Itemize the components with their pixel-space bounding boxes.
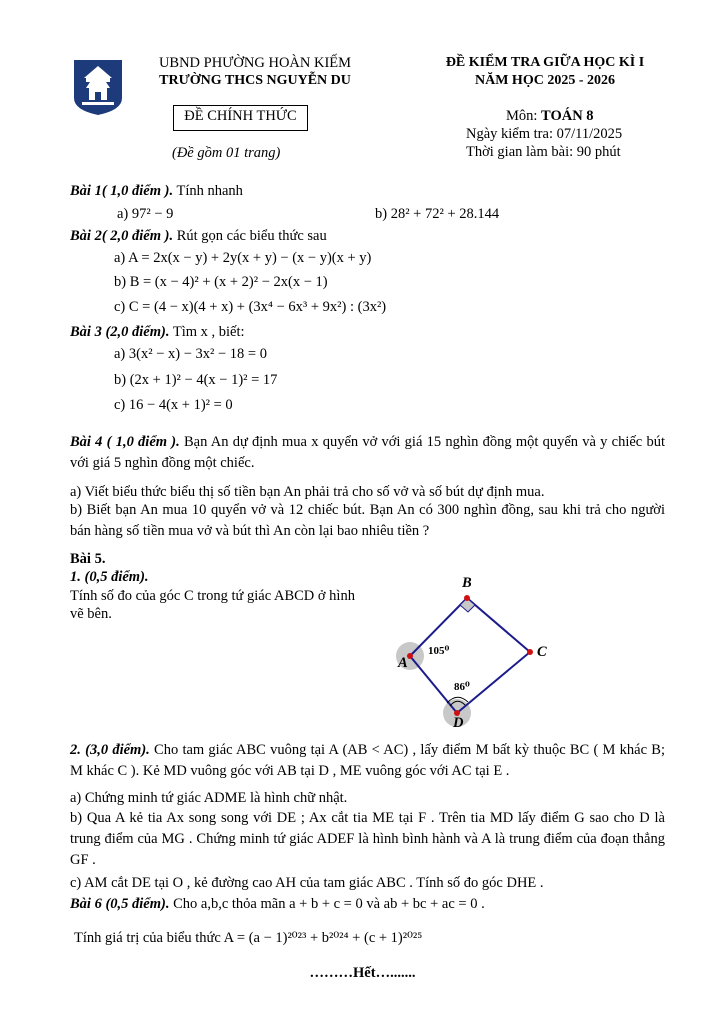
bai4-title: Bài 4 ( 1,0 điểm ). (70, 434, 180, 450)
angle-a-label: 105⁰ (428, 645, 450, 657)
bai1-b: b) 28² + 72² + 28.144 (375, 206, 500, 222)
school-name: TRƯỜNG THCS NGUYỄN DU (159, 73, 351, 88)
bai2-a: a) A = 2x(x − y) + 2y(x + y) − (x − y)(x + y) (114, 250, 372, 266)
quadrilateral-figure (380, 570, 560, 735)
end-marker: ………Hết…....... (309, 965, 416, 981)
label-b: B (462, 575, 472, 591)
school-year: NĂM HỌC 2025 - 2026 (475, 73, 615, 88)
bai6-intro (70, 894, 665, 915)
bai3-heading (70, 324, 245, 341)
bai1-heading (70, 183, 243, 200)
label-c: C (537, 644, 547, 660)
pages-note: (Đề gồm 01 trang) (172, 145, 281, 161)
bai2-c: c) C = (4 − x)(4 + x) + (3x⁴ − 6x³ + 9x²) : (3x²) (114, 299, 387, 315)
bai1-instruction: Tính nhanh (173, 183, 243, 199)
bai2-title: Bài 2( 2,0 điểm ). (70, 228, 174, 244)
bai2-heading (70, 228, 327, 245)
bai1-a: a) 97² − 9 (117, 206, 174, 222)
bai6-text: Cho a,b,c thỏa mãn a + b + c = 0 và ab + bc + ac = 0 . (169, 896, 485, 912)
bai1-title: Bài 1( 1,0 điểm ). (70, 183, 174, 199)
bai4-text: Bạn An dự định mua x quyển vở với giá 15 nghìn đồng một quyển và y chiếc bút với giá 5 nghìn đồng một chiếc. (70, 434, 665, 471)
school-logo (72, 58, 124, 116)
bai3-instruction: Tìm x , biết: (169, 324, 245, 340)
bai2-instruction: Rút gọn các biểu thức sau (173, 228, 327, 244)
exam-duration: Thời gian làm bài: 90 phút (466, 144, 621, 160)
authority-name: UBND PHƯỜNG HOÀN KIẾM (158, 55, 352, 71)
official-label: ĐỀ CHÍNH THỨC (184, 108, 297, 124)
label-d: D (453, 715, 464, 731)
label-a: A (398, 655, 408, 671)
bai2-b: b) B = (x − 4)² + (x + 2)² − 2x(x − 1) (114, 274, 328, 290)
bai5-part2-a: a) Chứng minh tứ giác ADME là hình chữ nhật. (70, 790, 348, 806)
bai5-title: Bài 5. (70, 551, 106, 567)
exam-title: ĐỀ KIỂM TRA GIỮA HỌC KÌ I (445, 55, 645, 70)
angle-d-label: 86⁰ (454, 681, 470, 693)
bai3-b: b) (2x + 1)² − 4(x − 1)² = 17 (114, 372, 278, 388)
point-b (464, 595, 470, 601)
bai4-b: b) Biết bạn An mua 10 quyển vở và 12 chiếc bút. Bạn An có 300 nghìn đồng, sau khi trả cho người bán hàng số tiền mua vở và bút thì An còn lại bao nhiêu tiền ? (70, 502, 665, 539)
bai5-part1-text: Tính số đo của góc C trong tứ giác ABCD ở hình vẽ bên. (70, 588, 355, 622)
subject: TOÁN 8 (541, 108, 594, 124)
bai4-a: a) Viết biểu thức biểu thị số tiền bạn An phải trả cho số vở và số bút dự định mua. (70, 484, 545, 500)
bai5-part2-intro (70, 740, 665, 782)
bai5-part2-b: b) Qua A kẻ tia Ax song song với DE ; Ax cắt tia ME tại F . Trên tia MD lấy điểm G sao cho D là trung điểm của MG . Chứng minh tứ giác ADEF là hình bình hành và A là trung điểm của đoạn thẳng GF . (70, 810, 665, 868)
bai5-part2-text: Cho tam giác ABC vuông tại A (AB < AC) , lấy điểm M bất kỳ thuộc BC ( M khác B; M khác C ). Kẻ MD vuông góc với AB tại D , ME vuông góc với AC tại E . (70, 742, 665, 779)
bai4-intro (70, 432, 665, 474)
subject-label: Môn: (506, 108, 542, 124)
bai3-c: c) 16 − 4(x + 1)² = 0 (114, 397, 233, 413)
bai3-a: a) 3(x² − x) − 3x² − 18 = 0 (114, 346, 267, 362)
exam-date: Ngày kiểm tra: 07/11/2025 (466, 126, 623, 142)
bai6-title: Bài 6 (0,5 điểm). (70, 896, 170, 912)
point-c (527, 649, 533, 655)
bai5-part1-title: 1. (0,5 điểm). (70, 569, 149, 585)
bai5-part2-c: c) AM cắt DE tại O , kẻ đường cao AH của tam giác ABC . Tính số đo góc DHE . (70, 875, 544, 891)
bai5-part2-title: 2. (3,0 điểm). (70, 742, 150, 758)
subject-line (506, 108, 594, 125)
bai3-title: Bài 3 (2,0 điểm). (70, 324, 170, 340)
bai6-expression: Tính giá trị của biểu thức A = (a − 1)²⁰²³ + b²⁰²⁴ + (c + 1)²⁰²⁵ (74, 930, 423, 946)
